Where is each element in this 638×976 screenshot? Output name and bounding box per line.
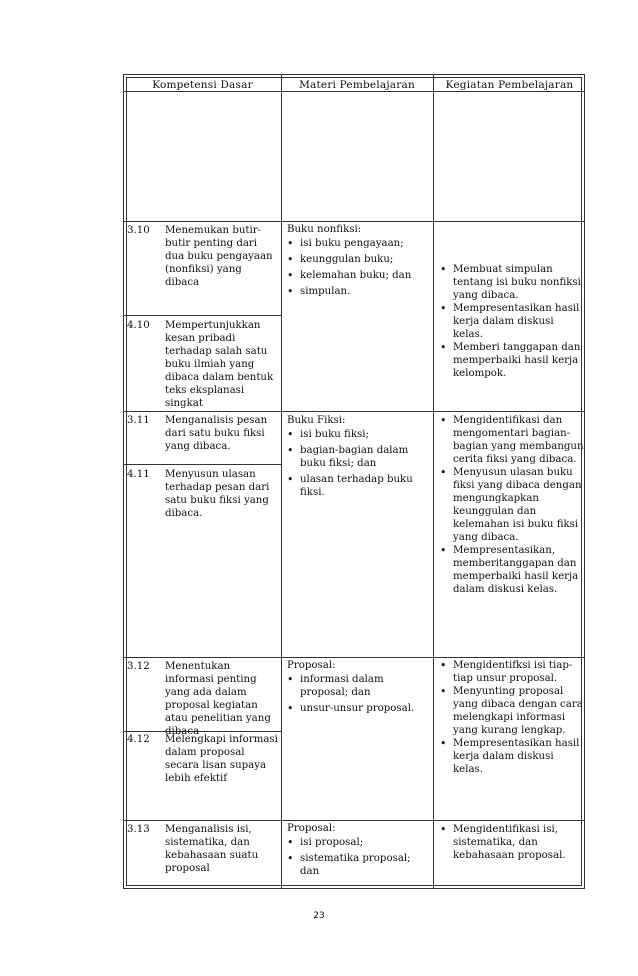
row-divider — [124, 657, 584, 658]
kd-text: Menemukan butir-butir penting dari dua buku pengayaan (nonfiksi) yang dibaca — [165, 225, 273, 288]
list-item: • informasi dalam proposal; dan — [284, 673, 430, 699]
list-item: • isi buku pengayaan; — [284, 237, 430, 250]
kd-item — [127, 660, 279, 738]
list-item: • Mempresentasikan, memberitanggapan dan memperbaiki hasil kerja dalam diskusi kelas. — [437, 544, 584, 596]
list-item: • simpulan. — [284, 285, 430, 298]
kd-text: Menganalisis isi, sistematika, dan kebahasaan suatu proposal — [165, 824, 259, 874]
materi-cell — [284, 659, 430, 718]
kd-number: 4.10 — [127, 320, 150, 331]
kd-item — [127, 823, 279, 875]
list-item: • keunggulan buku; — [284, 253, 430, 266]
materi-cell — [284, 223, 430, 301]
materi-title: Proposal: — [287, 823, 336, 834]
column-divider — [281, 75, 282, 888]
list-item: • Mengidentifikasi isi, sistematika, dan kebahasaan proposal. — [437, 823, 584, 862]
header-kompetensi-dasar: Kompetensi Dasar — [152, 79, 253, 91]
materi-cell — [284, 414, 430, 502]
kegiatan-cell — [437, 823, 584, 862]
list-item: • ulasan terhadap buku fiksi. — [284, 473, 430, 499]
kd-divider — [124, 315, 281, 316]
kd-text: Melengkapi informasi dalam proposal secara lisan supaya lebih efektif — [165, 734, 278, 784]
list-item: • isi buku fiksi; — [284, 428, 430, 441]
list-item: • kelemahan buku; dan — [284, 269, 430, 282]
kd-number: 3.12 — [127, 661, 150, 672]
kd-item — [127, 224, 279, 289]
kd-number: 4.11 — [127, 469, 150, 480]
kd-item — [127, 414, 279, 453]
kegiatan-cell — [437, 659, 584, 776]
kd-divider — [124, 464, 281, 465]
curriculum-table — [123, 74, 585, 889]
list-item: • Membuat simpulan tentang isi buku nonfiksi yang dibaca. — [437, 263, 584, 302]
list-item: • Mengidentifksi isi tiap-tiap unsur proposal. — [437, 659, 584, 685]
materi-title: Buku Fiksi: — [287, 415, 346, 426]
kegiatan-cell — [437, 414, 584, 596]
row-divider — [124, 411, 584, 412]
kd-item — [127, 468, 279, 520]
row-divider — [124, 221, 584, 222]
kd-number: 3.11 — [127, 415, 150, 426]
list-item: • Mempresentasikan hasil kerja dalam diskusi kelas. — [437, 737, 584, 776]
kd-item — [127, 319, 279, 410]
kd-number: 3.10 — [127, 225, 150, 236]
materi-cell — [284, 822, 430, 881]
materi-title: Buku nonfiksi: — [287, 224, 362, 235]
kd-text: Menganalisis pesan dari satu buku fiksi yang dibaca. — [165, 415, 268, 452]
kd-text: Mempertunjukkan kesan pribadi terhadap salah satu buku ilmiah yang dibaca dalam bentuk teks eksplanasi singkat — [165, 320, 274, 409]
column-divider — [433, 75, 434, 888]
header-materi: Materi Pembelajaran — [299, 79, 415, 91]
kd-text: Menyusun ulasan terhadap pesan dari satu buku fiksi yang dibaca. — [165, 469, 270, 519]
page-number: 23 — [313, 911, 325, 921]
kd-text: Menentukan informasi penting yang ada dalam proposal kegiatan atau penelitian yang dibaca — [165, 661, 271, 737]
kd-number: 3.13 — [127, 824, 150, 835]
list-item: • Menyunting proposal yang dibaca dengan cara melengkapi informasi yang kurang lengkap. — [437, 685, 584, 737]
list-item: • sistematika proposal; dan — [284, 852, 430, 878]
list-item: • Mengidentifikasi dan mengomentari bagian-bagian yang membangun cerita fiksi yang dibaca. — [437, 414, 584, 466]
list-item: • Menyusun ulasan buku fiksi yang dibaca dengan mengungkapkan keunggulan dan kelemahan isi buku fiksi yang dibaca. — [437, 466, 584, 544]
kd-item — [127, 733, 279, 785]
row-divider — [124, 820, 584, 821]
list-item: • isi proposal; — [284, 836, 430, 849]
header-row-divider — [124, 91, 584, 92]
kd-number: 4.12 — [127, 734, 150, 745]
kegiatan-cell — [437, 263, 584, 380]
materi-title: Proposal: — [287, 660, 336, 671]
list-item: • bagian-bagian dalam buku fiksi; dan — [284, 444, 430, 470]
list-item: • unsur-unsur proposal. — [284, 702, 430, 715]
header-kegiatan: Kegiatan Pembelajaran — [445, 79, 574, 91]
list-item: • Mempresentasikan hasil kerja dalam diskusi kelas. — [437, 302, 584, 341]
list-item: • Memberi tanggapan dan memperbaiki hasil kerja kelompok. — [437, 341, 584, 380]
